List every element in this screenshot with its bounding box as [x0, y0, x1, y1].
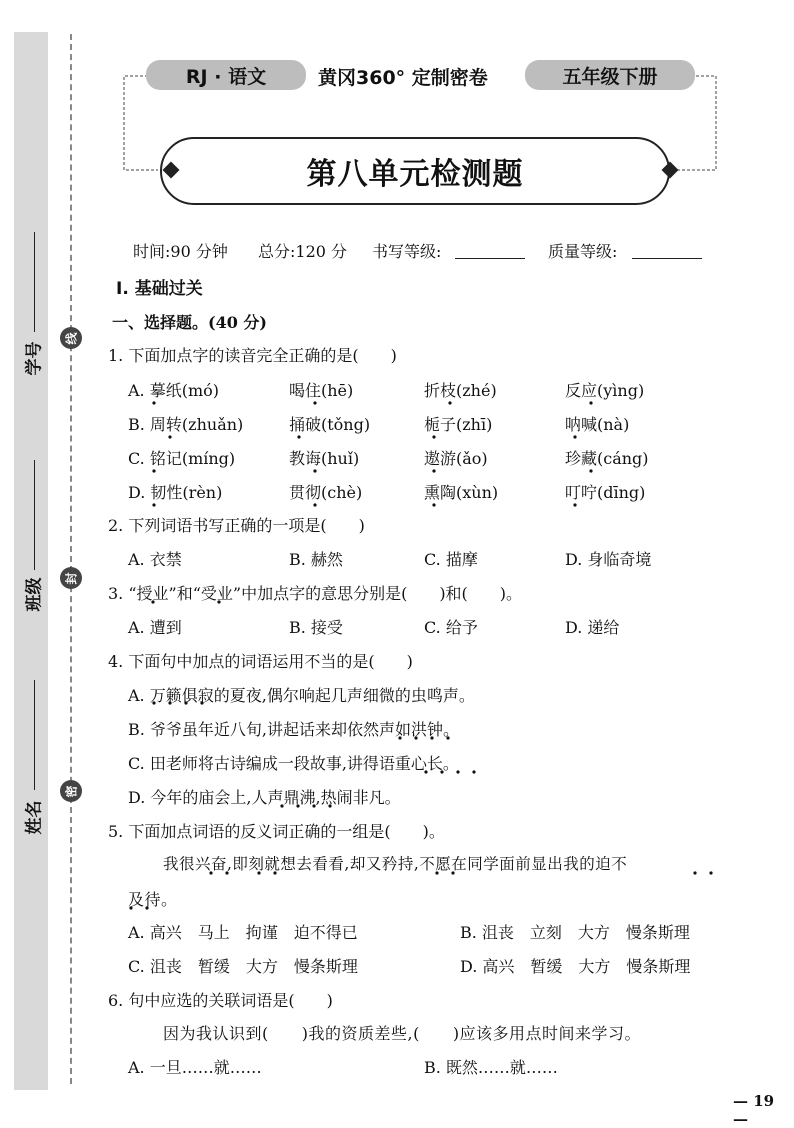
- q2-option-d: D. 身临奇境: [565, 550, 652, 569]
- q2-option-a: A. 衣禁: [128, 550, 182, 569]
- q5-option-a: A. 高兴 马上 拘谨 迫不得已: [128, 923, 358, 942]
- q4-option-a: A. 万籁俱寂的夏夜,偶尔响起几声细微的虫鸣声。: [128, 686, 475, 705]
- name-label: 姓名: [24, 800, 45, 835]
- q1-c-2: 教诲(huǐ): [289, 449, 360, 468]
- q1-c-3: 遨游(ǎo): [424, 449, 488, 468]
- q5-option-c: C. 沮丧 暂缓 大方 慢条斯理: [128, 957, 358, 976]
- quality-grade-label: 质量等级:: [548, 242, 618, 261]
- q1-b-4: 呐喊(nà): [565, 415, 630, 434]
- q1-a-4: 反应(yìng): [565, 381, 645, 400]
- page-title: 第八单元检测题: [306, 157, 524, 192]
- q6-passage: 因为我认识到( )我的资质差些,( )应该多用点时间来学习。: [163, 1024, 642, 1043]
- q1-a-2: 喝住(hē): [289, 381, 354, 400]
- writing-grade-label: 书写等级:: [372, 242, 442, 261]
- seal-seal-mark: 封: [60, 567, 82, 589]
- q1-c-4: 珍藏(cáng): [565, 449, 649, 468]
- question-2-stem: 2. 下列词语书写正确的一项是( ): [108, 516, 365, 535]
- student-no-label: 学号: [24, 341, 45, 376]
- q4-option-d: D. 今年的庙会上,人声鼎沸,热闹非凡。: [128, 788, 401, 807]
- q1-b-1: B. 周转(zhuǎn): [128, 415, 244, 434]
- seal-secret-mark: 密: [60, 780, 82, 802]
- q1-d-3: 熏陶(xùn): [424, 483, 499, 502]
- grade-pill: 五年级下册: [525, 60, 695, 90]
- q2-option-c: C. 描摩: [424, 550, 478, 569]
- q5-passage-line-1: 我很兴奋,即刻就想去看看,却又矜持,不愿在同学面前显出我的迫不: [163, 855, 628, 873]
- q5-option-b: B. 沮丧 立刻 大方 慢条斯理: [460, 923, 690, 942]
- q5-passage-line-2: 及待。: [128, 890, 178, 909]
- q6-option-a: A. 一旦……就……: [128, 1058, 262, 1077]
- subject-pill: RJ · 语文: [146, 60, 306, 90]
- question-6-stem: 6. 句中应选的关联词语是( ): [108, 991, 333, 1010]
- q4-option-c: C. 田老师将古诗编成一段故事,讲得语重心长。: [128, 754, 459, 773]
- q1-a-1: A. 摹纸(mó): [128, 381, 220, 400]
- question-4-stem: 4. 下面句中加点的词语运用不当的是( ): [108, 652, 413, 671]
- q6-option-b: B. 既然……就……: [424, 1058, 558, 1077]
- q1-c-1: C. 铭记(míng): [128, 449, 236, 468]
- class-label: 班级: [24, 577, 45, 612]
- time-info: 时间:90 分钟: [133, 242, 228, 261]
- q4-option-b: B. 爷爷虽年近八旬,讲起话来却依然声如洪钟。: [128, 720, 460, 739]
- question-1-stem: 1. 下面加点字的读音完全正确的是( ): [108, 346, 397, 365]
- q1-d-2: 贯彻(chè): [289, 483, 363, 502]
- total-score-info: 总分:120 分: [258, 242, 348, 261]
- part-heading: 一、选择题。(40 分): [112, 313, 267, 332]
- q1-b-3: 栀子(zhī): [424, 415, 493, 434]
- q3-option-b: B. 接受: [289, 618, 343, 637]
- q3-option-d: D. 递给: [565, 618, 620, 637]
- q1-a-3: 折枝(zhé): [424, 381, 497, 400]
- question-5-stem: 5. 下面加点词语的反义词正确的一组是( )。: [108, 822, 445, 841]
- q5-option-d: D. 高兴 暂缓 大方 慢条斯理: [460, 957, 691, 976]
- q1-b-2: 捅破(tǒng): [289, 415, 371, 434]
- page-number: — 19 —: [733, 1092, 775, 1128]
- q3-option-c: C. 给予: [424, 618, 478, 637]
- q1-d-4: 叮咛(dīng): [565, 483, 646, 502]
- q2-option-b: B. 赫然: [289, 550, 343, 569]
- brand-text: 黄冈360° 定制密卷: [318, 67, 488, 89]
- section-heading: Ⅰ. 基础过关: [116, 279, 203, 299]
- q3-option-a: A. 遭到: [128, 618, 182, 637]
- question-3-stem: 3. “授业”和“受业”中加点字的意思分别是( )和( )。: [108, 584, 523, 603]
- seal-line-mark: 线: [60, 327, 82, 349]
- q1-d-1: D. 韧性(rèn): [128, 483, 223, 502]
